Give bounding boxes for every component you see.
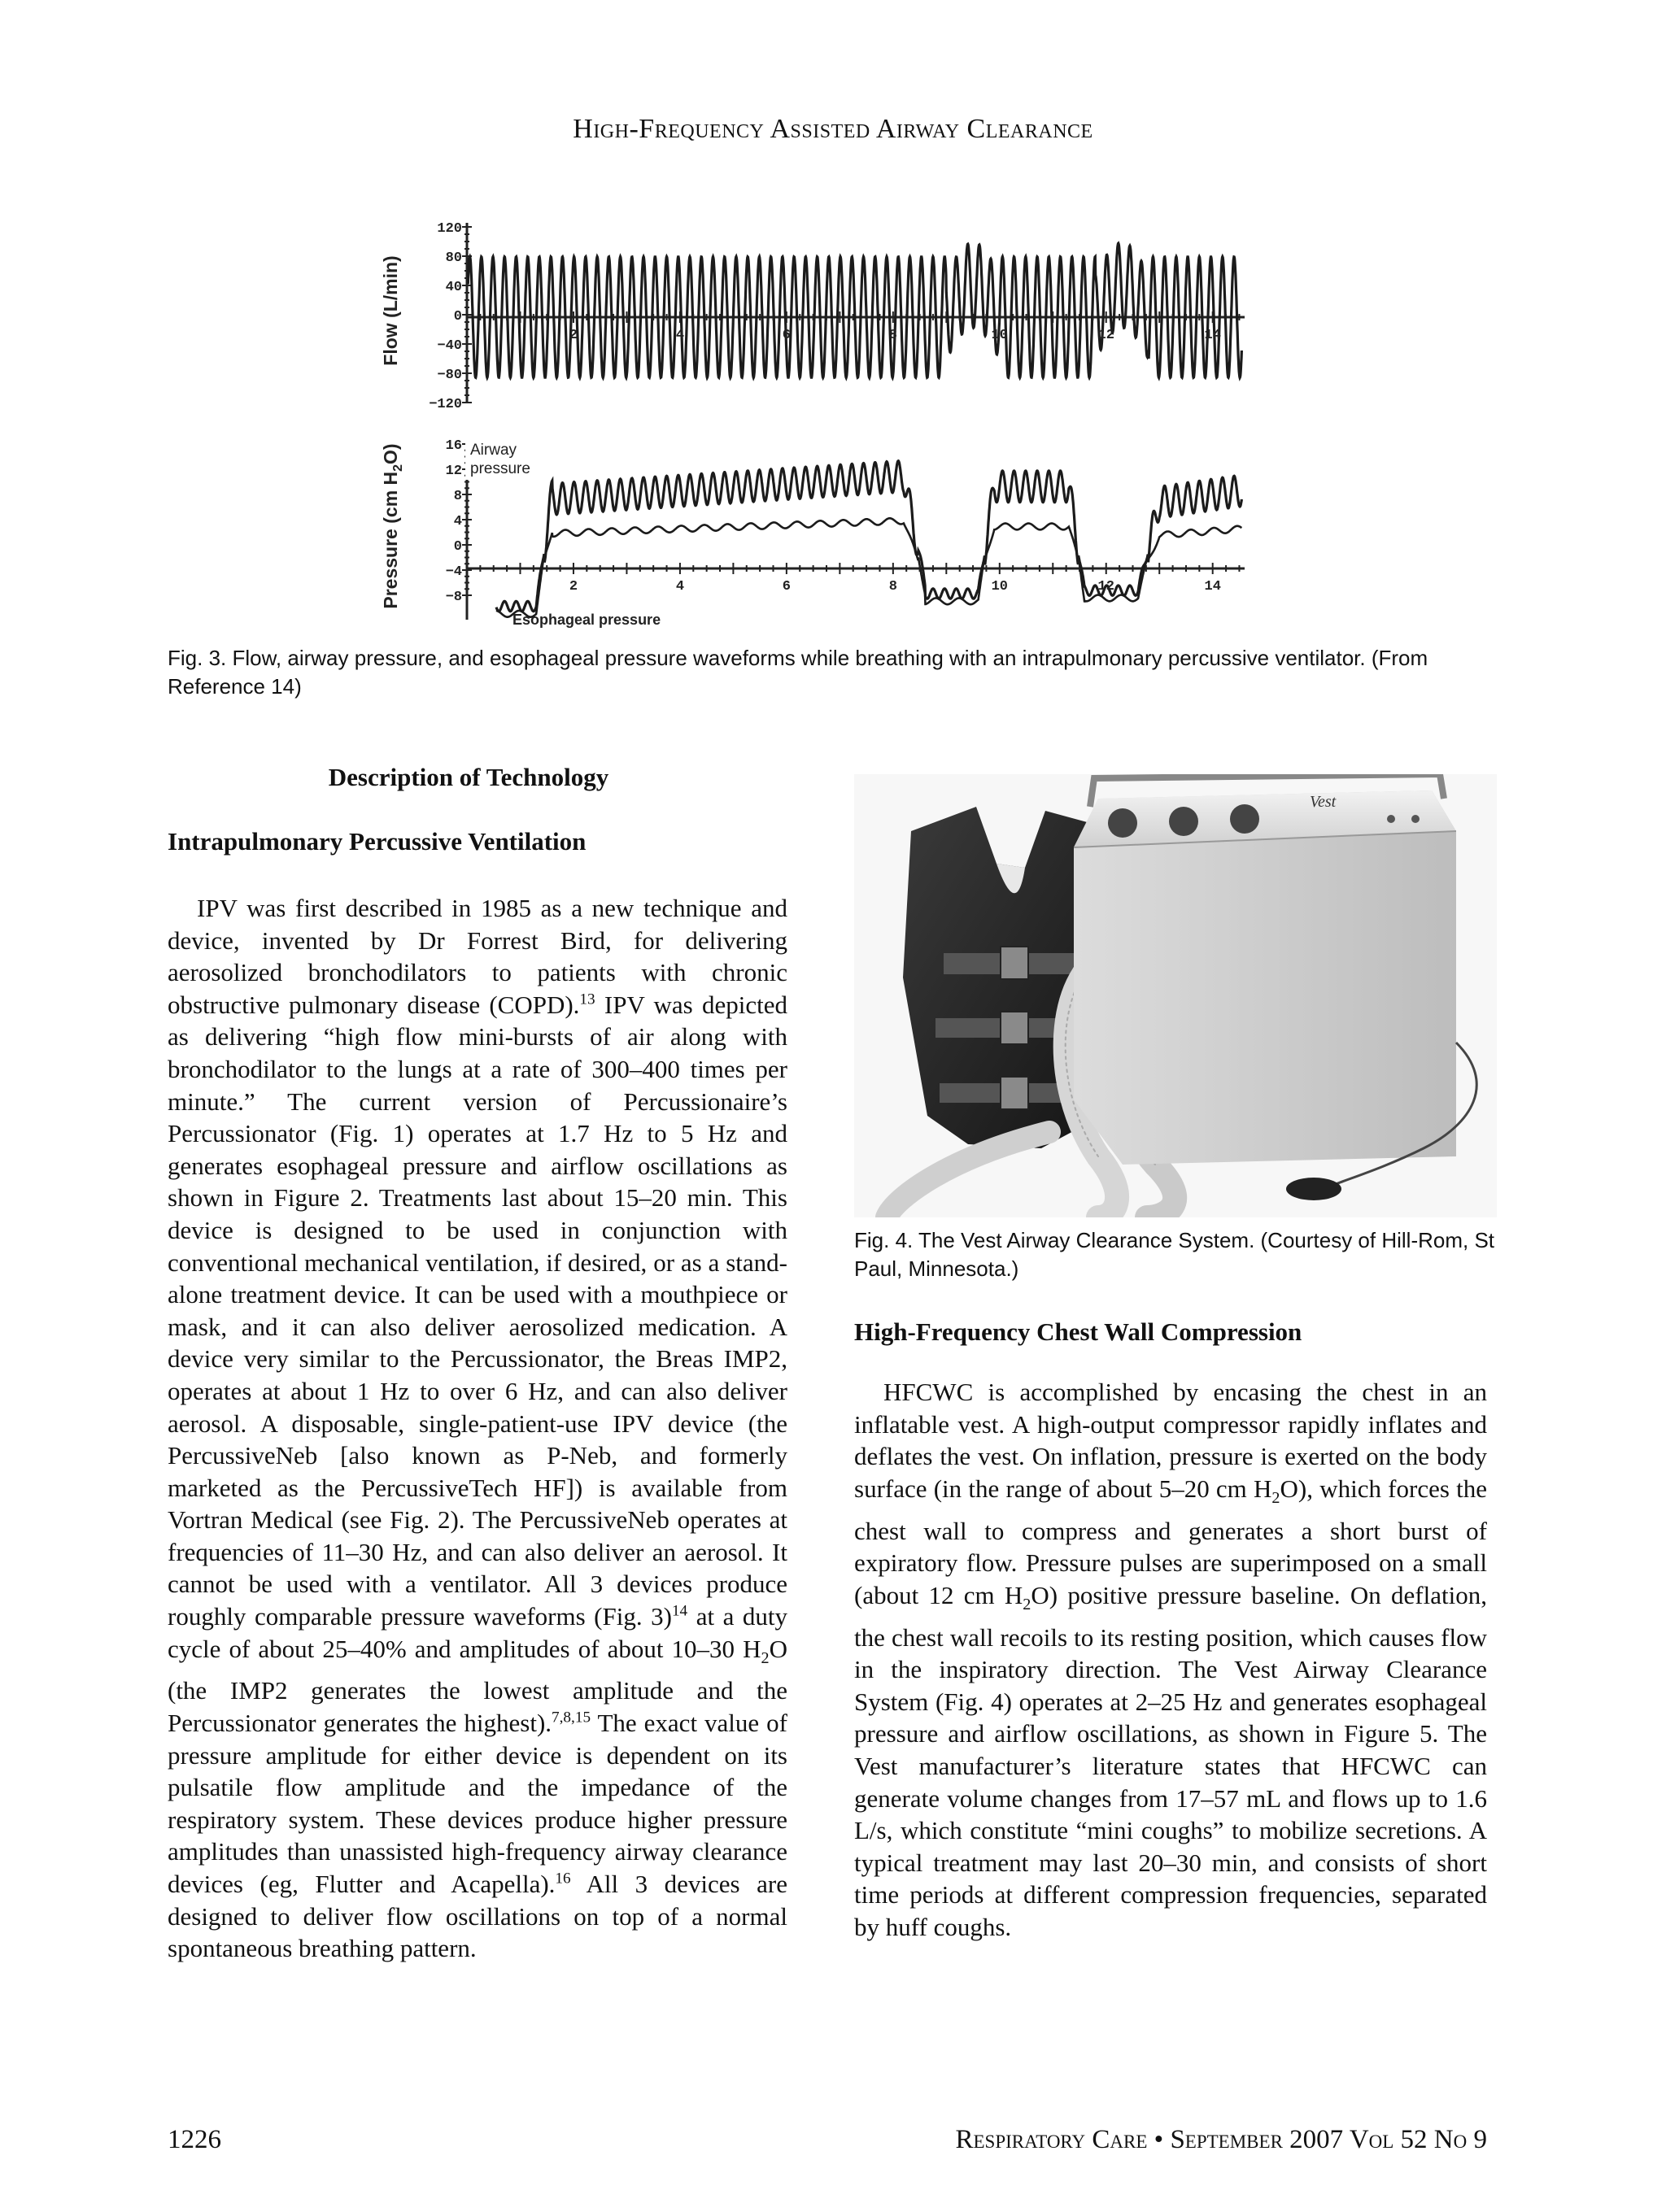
pressure-tick-label: 12 xyxy=(445,464,462,479)
journal-citation: Respiratory Care • September 2007 Vol 52 No 9 xyxy=(955,2125,1487,2154)
airway-pressure-label-1: Airway xyxy=(470,442,517,459)
ipv-heading: Intrapulmonary Percussive Ventilation xyxy=(168,827,587,856)
flow-panel xyxy=(380,221,1245,412)
hfcwc-body: HFCWC is accomplished by encasing the chest in an inflatable vest. A high-output compressor rapidly inflates and deflates the vest. On inflation, pressure is exerted on the body surface (in the range of about 5–20 cm $H_2O$), which forces the chest wall to compress and generates a short burst of expiratory flow. Pressure pulses are superimposed on a small (about 12 cm $H_2O$) positive pressure baseline. On deflation, the chest wall recoils to its resting position, which causes flow in the inspiratory direction. The Vest Airway Clearance System (Fig. 4) operates at 2–25 Hz and generates esophageal pressure and airflow oscillations, as shown in Figure 5. The Vest manufacturer’s literature states that HFCWC can generate volume changes from 17–57 mL and flows up to 1.6 L/s, which constitute “mini coughs” to mobilize secretions. A typical treatment may last 20–30 min, and consists of short time periods at different compression frequencies, separated by huff coughs. xyxy=(854,1378,1488,1941)
flow-tick-label: 40 xyxy=(445,280,462,295)
flow-x-tick-label: 2 xyxy=(569,328,578,343)
flow-tick-label: −40 xyxy=(437,338,462,354)
pressure-tick-label: 16 xyxy=(445,438,462,454)
pressure-x-tick-label: 6 xyxy=(782,579,791,594)
pressure-x-tick-label: 2 xyxy=(569,579,578,594)
pressure-x-tick-label: 14 xyxy=(1204,579,1221,594)
esophageal-pressure-label: Esophageal pressure xyxy=(512,612,661,628)
pressure-y-label: Pressure (cm $H_2O$) xyxy=(380,443,405,609)
flow-x-tick-label: 10 xyxy=(991,328,1008,343)
flow-tick-label: 80 xyxy=(445,250,462,266)
flow-tick-label: −80 xyxy=(437,368,462,383)
pressure-panel xyxy=(380,433,1245,628)
pressure-tick-label: 8 xyxy=(453,489,462,504)
flow-x-tick-label: 6 xyxy=(782,328,791,343)
flow-tick-label: 120 xyxy=(437,221,462,237)
flow-y-label: Flow (L/min) xyxy=(380,255,401,366)
pressure-x-tick-label: 4 xyxy=(675,579,685,594)
ref-14: 14 xyxy=(671,1602,688,1620)
figure-3-caption: Fig. 3. Flow, airway pressure, and esophageal pressure waveforms while breathing with an intrapulmonary percussive ventilator. (From Reference 14) xyxy=(168,646,1428,699)
section-title: Description of Technology xyxy=(328,763,609,791)
ref-13: 13 xyxy=(579,991,595,1008)
flow-x-tick-label: 14 xyxy=(1204,328,1221,343)
page-number: 1226 xyxy=(168,2125,221,2154)
pressure-x-tick-label: 10 xyxy=(991,579,1008,594)
pressure-x-tick-label: 8 xyxy=(888,579,897,594)
flow-x-tick-label: 12 xyxy=(1097,328,1114,343)
flow-x-tick-label: 8 xyxy=(888,328,897,343)
flow-tick-label: −120 xyxy=(429,397,462,412)
ref-16: 16 xyxy=(555,1870,571,1888)
figure-4-caption: Fig. 4. The Vest Airway Clearance System. (Courtesy of Hill-Rom, St Paul, Minnesota.) xyxy=(854,1228,1495,1281)
hfcwc-heading: High-Frequency Chest Wall Compression xyxy=(854,1317,1302,1346)
flow-tick-label: 0 xyxy=(453,309,462,324)
flow-x-tick-label: 4 xyxy=(675,328,685,343)
flow-waveform xyxy=(468,243,1241,377)
device-brand-label: Vest xyxy=(1310,793,1337,811)
running-head: High-Frequency Assisted Airway Clearance xyxy=(573,114,1093,144)
pressure-tick-label: −4 xyxy=(445,564,462,580)
compressor-unit xyxy=(1074,774,1456,1165)
figure-4-vest-system-photo xyxy=(854,774,1497,1217)
ipv-body: IPV was first described in 1985 as a new technique and device, invented by Dr Forrest Bird, for delivering aerosolized bronchodilators to patients with chronic obstructive pulmonary disease (COPD).$^{13}$ IPV was depicted as delivering “high flow mini-bursts of air along with bronchodilator to the lungs at a rate of 300–400 times per minute.” The current version of Percussionaire’s Percussionator (Fig. 1) operates at 1.7 Hz to 5 Hz and generates esophageal pressure and airflow oscillations as shown in Figure 2. Treatments last about 15–20 min. This device is designed to be used in conjunction with conventional mechanical ventilation, if desired, or as a stand-alone treatment device. It can be used with a mouthpiece or mask, and it can also deliver aerosolized medication. A device very similar to the Percussionator, the Breas IMP2, operates at about 1 Hz to over 6 Hz, and can also deliver aerosol. A disposable, single-patient-use IPV device (the PercussiveNeb [also known as P-Neb, and formerly marketed as the PercussiveTech HF]) is available from Vortran Medical (see Fig. 2). The PercussiveNeb operates at frequencies of 11–30 Hz, and can also deliver an aerosol. It cannot be used with a ventilator. All 3 devices produce roughly comparable pressure waveforms (Fig. 3)$^{14}$ at a duty cycle of about 25–40% and amplitudes of about 10–30 $H_2O$ (the IMP2 generates the lowest amplitude and the Percussionator generates the highest).$^{7,8,15}$ The exact value of pressure amplitude for either device is dependent on its pulsatile flow amplitude and the impedance of the respiratory system. These devices produce higher pressure amplitudes than unassisted high-frequency airway clearance devices (eg, Flutter and Acapella).$^{16}$ All 3 devices are designed to deliver flow oscillations on top of a normal spontaneous breathing pattern. xyxy=(168,894,787,1963)
figure-3-waveforms xyxy=(366,213,1342,636)
ref-7-8-15: 7,8,15 xyxy=(552,1709,591,1726)
pressure-tick-label: −8 xyxy=(445,590,462,605)
pressure-tick-label: 4 xyxy=(453,514,462,529)
airway-pressure-label-2: pressure xyxy=(470,460,530,477)
pressure-tick-label: 0 xyxy=(453,539,462,555)
airway-pressure-waveform xyxy=(496,461,1241,612)
pressure-x-tick-label: 12 xyxy=(1097,579,1114,594)
